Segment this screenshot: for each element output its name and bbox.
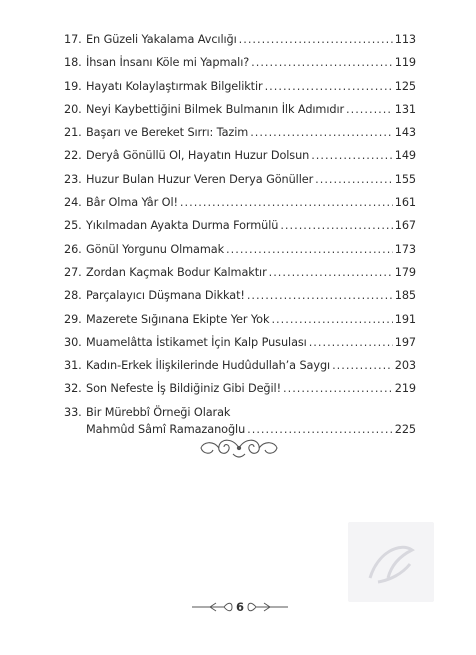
dot-leader — [269, 265, 393, 280]
dot-leader — [283, 381, 393, 396]
dot-leader — [271, 312, 392, 327]
toc-entry-page: 179 — [394, 265, 416, 279]
toc-entry — [64, 265, 416, 280]
dot-leader — [346, 102, 393, 117]
toc-entry-page: 225 — [394, 422, 416, 436]
toc-entry-title: Hayatı Kolaylaştırmak Bilgeliktir — [86, 79, 263, 93]
toc-entry-title: Deryâ Gönüllü Ol, Hayatın Huzur Dolsun — [86, 149, 310, 163]
toc-entry-number: 25. — [64, 219, 82, 233]
toc-entry — [64, 218, 416, 233]
toc-entry-number: 23. — [64, 172, 82, 186]
toc-entry-number: 31. — [64, 359, 82, 373]
toc-entry-title: Bâr Olma Yâr Ol! — [86, 196, 178, 210]
toc-entry — [64, 125, 416, 140]
toc-list — [64, 32, 416, 396]
toc-entry-number: 17. — [64, 33, 82, 46]
toc-entry-page: 191 — [394, 312, 416, 326]
dot-leader — [315, 172, 393, 187]
dot-leader — [280, 218, 392, 233]
dot-leader — [311, 148, 393, 163]
toc-entry-number: 24. — [64, 196, 82, 210]
toc-entry — [64, 102, 416, 117]
toc-entry — [64, 195, 416, 210]
toc-entry-title: Yıkılmadan Ayakta Durma Formülü — [86, 219, 279, 233]
toc-entry — [64, 32, 416, 47]
toc-entry-page: 143 — [394, 126, 416, 140]
toc-entry-page: 167 — [394, 219, 416, 233]
ornament-flourish-icon — [197, 434, 281, 462]
toc-entry-page: 131 — [394, 102, 416, 116]
toc-entry — [64, 172, 416, 187]
dot-leader — [250, 125, 393, 140]
dot-leader — [247, 288, 393, 303]
toc-entry — [64, 335, 416, 350]
toc-entry-page: 203 — [394, 359, 416, 373]
dot-leader — [251, 55, 393, 70]
toc-entry-number: 27. — [64, 265, 82, 279]
toc-entry-number: 20. — [64, 102, 82, 116]
toc-entry-number: 32. — [64, 382, 82, 396]
dot-leader — [309, 335, 393, 350]
dot-leader — [180, 195, 393, 210]
toc-entry-title: En Güzeli Yakalama Avcılığı — [86, 33, 237, 46]
toc-entry-number: 21. — [64, 126, 82, 140]
toc-entry — [64, 288, 416, 303]
toc-entry — [64, 242, 416, 257]
toc-entry-page: 125 — [394, 79, 416, 93]
toc-entry-number: 22. — [64, 149, 82, 163]
toc-entry-number: 19. — [64, 79, 82, 93]
toc-entry-page: 161 — [394, 196, 416, 210]
toc-entry-page: 149 — [394, 149, 416, 163]
toc-entry-title-continued: Mahmûd Sâmî Ramazanoğlu — [86, 422, 246, 436]
toc-entry-title: İhsan İnsanı Köle mi Yapmalı? — [86, 56, 250, 70]
toc-entry-page: 185 — [394, 289, 416, 303]
toc-entry-title: Huzur Bulan Huzur Veren Derya Gönüller — [86, 172, 314, 186]
toc-entry-title: Mazerete Sığınana Ekipte Yer Yok — [86, 312, 270, 326]
toc-entry-title: Parçalayıcı Düşmana Dikkat! — [86, 289, 245, 303]
toc-entry-page: 173 — [394, 242, 416, 256]
toc-entry — [64, 312, 416, 327]
toc-entry — [64, 79, 416, 94]
toc-entry-number: 29. — [64, 312, 82, 326]
toc-entry-title: Gönül Yorgunu Olmamak — [86, 242, 225, 256]
toc-entry-title: Başarı ve Bereket Sırrı: Tazim — [86, 126, 249, 140]
toc-entry-title: Bir Mürebbî Örneği Olarak — [86, 405, 231, 419]
toc-entry-number: 26. — [64, 242, 82, 256]
dot-leader — [226, 242, 393, 257]
toc-entry-page: 219 — [394, 382, 416, 396]
toc-entry-page: 113 — [394, 33, 416, 46]
toc-entry-title: Muamelâtta İstikamet İçin Kalp Pusulası — [86, 335, 307, 349]
toc-entry-number: 30. — [64, 335, 82, 349]
toc-entry — [64, 148, 416, 163]
toc-entry — [64, 381, 416, 396]
dot-leader — [265, 79, 393, 94]
toc-entry — [64, 358, 416, 373]
page-number: 6 — [233, 600, 247, 614]
toc-entry-number: 28. — [64, 289, 82, 303]
page-footer — [190, 596, 290, 618]
toc-entry — [64, 55, 416, 70]
toc-entry-page: 197 — [394, 335, 416, 349]
dot-leader — [239, 32, 393, 47]
toc-entry-number: 33. — [64, 405, 82, 419]
toc-entry-title: Son Nefeste İş Bildiğiniz Gibi Değil! — [86, 382, 282, 396]
toc-entry-title: Neyi Kaybettiğini Bilmek Bulmanın İlk Adımıdır — [86, 102, 345, 116]
watermark-logo — [348, 522, 434, 602]
toc-entry-number: 18. — [64, 56, 82, 70]
toc-entry-title: Kadın-Erkek İlişkilerinde Hudûdullah’a Saygı — [86, 359, 331, 373]
dot-leader — [332, 358, 393, 373]
toc-entry-page: 155 — [394, 172, 416, 186]
toc-entry-33 — [64, 405, 416, 437]
toc-entry-page: 119 — [394, 56, 416, 70]
table-of-contents — [64, 32, 416, 445]
toc-entry-title: Zordan Kaçmak Bodur Kalmaktır — [86, 265, 267, 279]
